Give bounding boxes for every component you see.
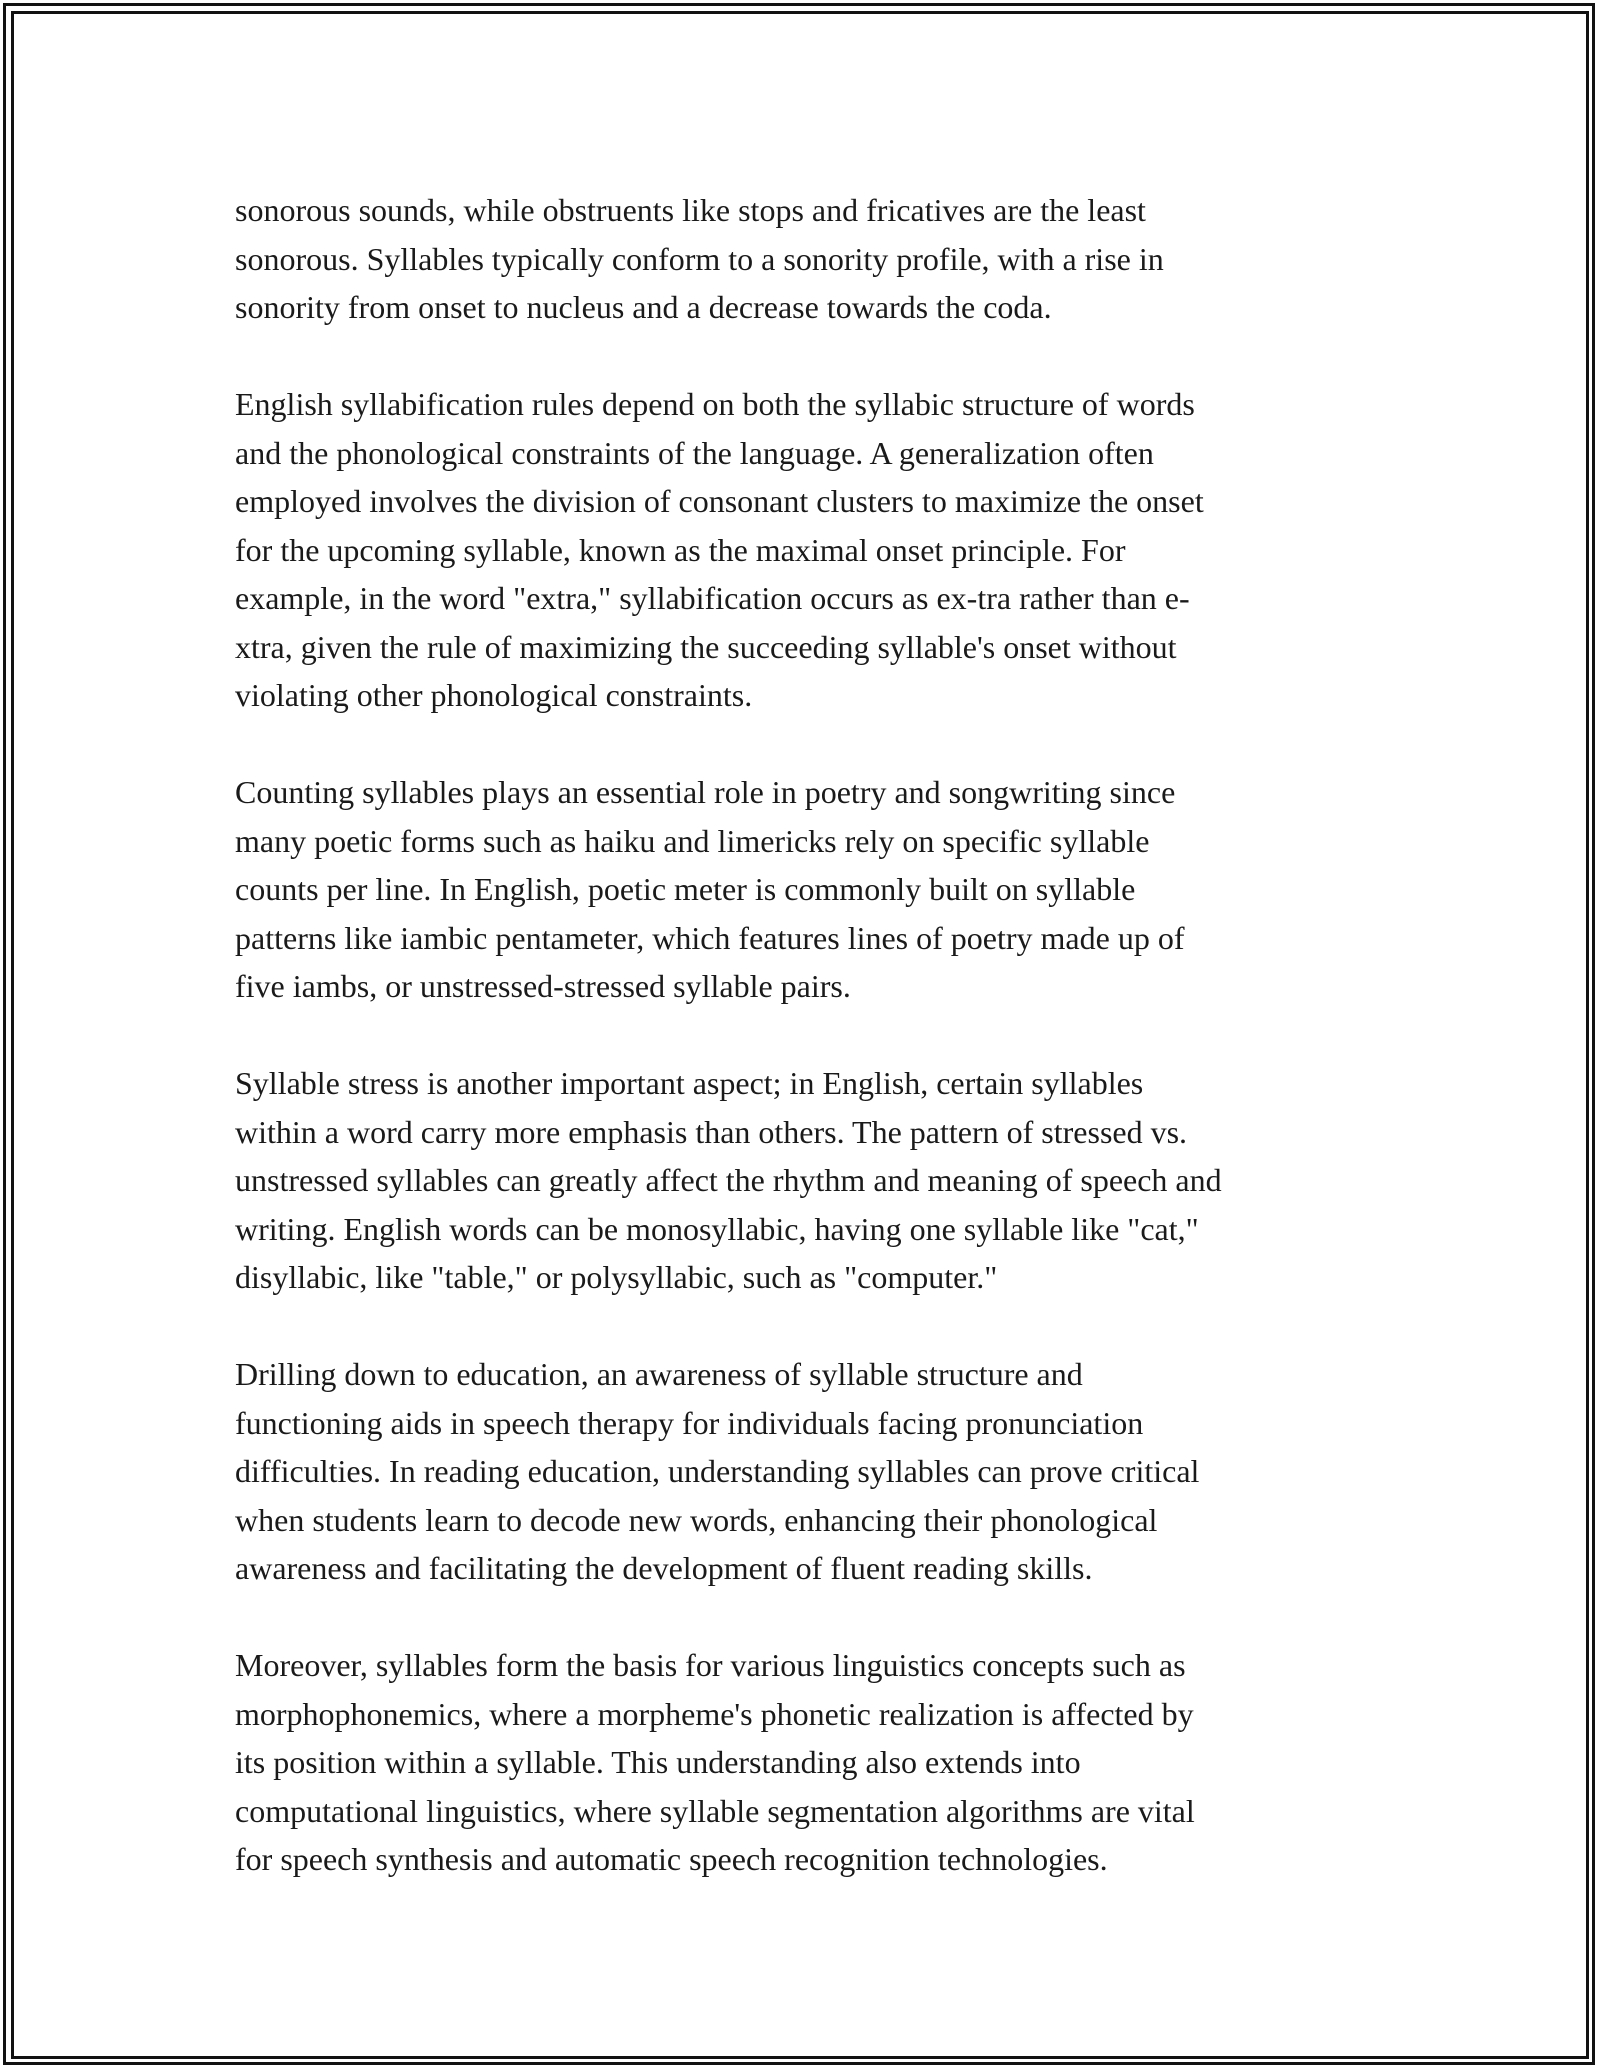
paragraph-linguistics-concepts	[235, 1641, 1375, 1884]
text-line: disyllabic, like "table," or polysyllabic, such as "computer."	[235, 1259, 998, 1295]
text-line: sonorous. Syllables typically conform to a sonority profile, with a rise in	[235, 240, 1164, 277]
text-line: violating other phonological constraints.	[235, 677, 753, 713]
text-line: computational linguistics, where syllable segmentation algorithms are vital	[235, 1792, 1195, 1829]
text-line: employed involves the division of consonant clusters to maximize the onset	[235, 483, 1204, 519]
paragraph-syllable-stress	[235, 1059, 1375, 1302]
document-body	[235, 186, 1375, 1932]
text-line: awareness and facilitating the development of fluent reading skills.	[235, 1550, 1093, 1586]
text-line: for the upcoming syllable, known as the maximal onset principle. For	[235, 531, 1126, 568]
text-line: xtra, given the rule of maximizing the succeeding syllable's onset without	[235, 628, 1177, 665]
text-line: Counting syllables plays an essential role in poetry and songwriting since	[235, 774, 1176, 810]
text-line: counts per line. In English, poetic meter is commonly built on syllable	[235, 871, 1136, 907]
text-line: its position within a syllable. This understanding also extends into	[235, 1744, 1081, 1780]
text-line: many poetic forms such as haiku and limericks rely on specific syllable	[235, 822, 1150, 859]
text-line: patterns like iambic pentameter, which features lines of poetry made up of	[235, 919, 1185, 956]
text-line: English syllabification rules depend on both the syllabic structure of words	[235, 386, 1195, 422]
text-line: and the phonological constraints of the language. A generalization often	[235, 434, 1154, 471]
text-line: Moreover, syllables form the basis for various linguistics concepts such as	[235, 1647, 1186, 1683]
text-line: within a word carry more emphasis than others. The pattern of stressed vs.	[235, 1113, 1188, 1150]
text-line: morphophonemics, where a morpheme's phonetic realization is affected by	[235, 1695, 1194, 1732]
paragraph-education	[235, 1350, 1375, 1593]
text-line: difficulties. In reading education, understanding syllables can prove critical	[235, 1453, 1200, 1489]
text-line: sonority from onset to nucleus and a decrease towards the coda.	[235, 289, 1052, 325]
text-line: five iambs, or unstressed-stressed syllable pairs.	[235, 968, 851, 1004]
text-line: unstressed syllables can greatly affect the rhythm and meaning of speech and	[235, 1162, 1222, 1198]
paragraph-syllabification-rules	[235, 380, 1375, 720]
text-line: writing. English words can be monosyllabic, having one syllable like "cat,"	[235, 1210, 1199, 1247]
paragraph-sonority	[235, 186, 1375, 332]
text-line: functioning aids in speech therapy for individuals facing pronunciation	[235, 1404, 1144, 1441]
text-line: when students learn to decode new words, enhancing their phonological	[235, 1501, 1158, 1538]
text-line: Drilling down to education, an awareness of syllable structure and	[235, 1356, 1083, 1392]
text-line: Syllable stress is another important aspect; in English, certain syllables	[235, 1065, 1144, 1101]
text-line: for speech synthesis and automatic speech recognition technologies.	[235, 1841, 1108, 1877]
paragraph-counting-syllables	[235, 768, 1375, 1011]
text-line: example, in the word "extra," syllabification occurs as ex-tra rather than e-	[235, 580, 1190, 616]
text-line: sonorous sounds, while obstruents like stops and fricatives are the least	[235, 192, 1146, 228]
